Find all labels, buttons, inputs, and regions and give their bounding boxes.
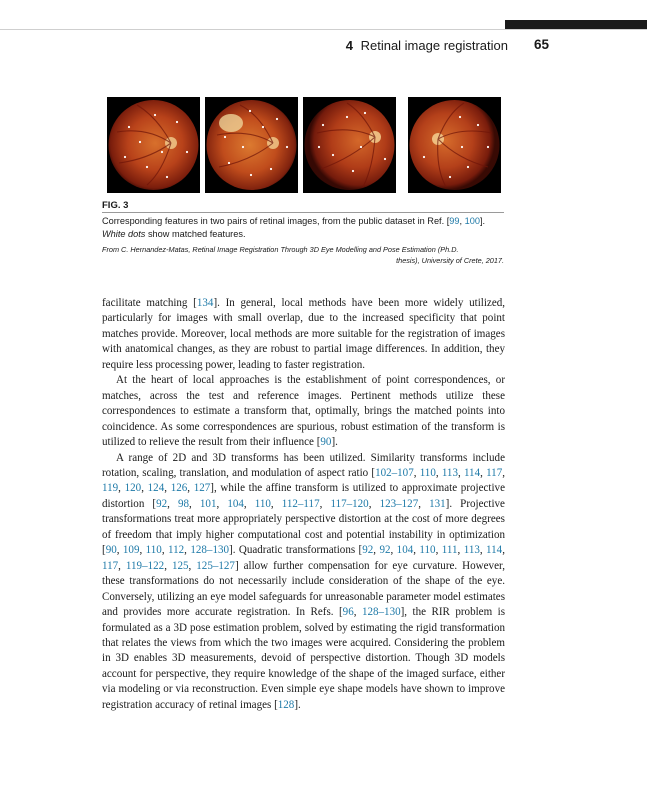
reference-link[interactable]: 92 bbox=[379, 544, 391, 557]
caption-text: Corresponding features in two pairs of retinal images, from the public dataset in Ref. [ bbox=[102, 216, 450, 226]
retina-image-4 bbox=[408, 97, 501, 193]
reference-link[interactable]: 113 bbox=[463, 544, 480, 557]
body-text-run: A range of 2D and 3D transforms has been utilized. Similarity transforms include rotation, scaling, translation, and modulation of aspect ratio [ bbox=[102, 451, 505, 479]
reference-link[interactable]: 96 bbox=[342, 606, 354, 619]
reference-link[interactable]: 128–130 bbox=[361, 606, 401, 619]
reference-link[interactable]: 109 bbox=[122, 544, 140, 557]
reference-link[interactable]: 117 bbox=[486, 466, 503, 479]
body-text-run: , bbox=[216, 497, 228, 510]
retina-image-3 bbox=[303, 97, 396, 193]
credit-line: From C. Hernandez-Matas, Retinal Image Registration Through 3D Eye Modelling and Pose Estimation (Ph.D. bbox=[102, 245, 459, 254]
paragraph bbox=[102, 451, 505, 714]
body-text-run: , bbox=[368, 497, 380, 510]
reference-link[interactable]: 112–117 bbox=[281, 497, 320, 510]
body-text-run: , bbox=[243, 497, 255, 510]
body-text-run: , bbox=[435, 544, 442, 557]
caption-emphasis: White dots bbox=[102, 229, 146, 239]
body-text-run: , bbox=[418, 497, 430, 510]
caption-text: show matched features. bbox=[145, 229, 246, 239]
body-text-run: , bbox=[353, 606, 362, 619]
body-text-run: , bbox=[270, 497, 282, 510]
body-text-run: ]. Projective transformations treat more appropriately perspective distortion at the cost of more degrees of freedom that imply higher computational cost and potential instability in optimization [ bbox=[102, 497, 505, 557]
chapter-title: Retinal image registration bbox=[360, 38, 508, 53]
body-text-run: , bbox=[116, 544, 123, 557]
reference-link[interactable]: 120 bbox=[124, 482, 142, 495]
reference-link[interactable]: 100 bbox=[464, 216, 480, 226]
reference-link[interactable]: 127 bbox=[193, 482, 211, 495]
body-text-run: , bbox=[502, 466, 505, 479]
running-head bbox=[346, 38, 508, 53]
reference-link[interactable]: 99 bbox=[449, 216, 460, 226]
caption-rule bbox=[102, 212, 504, 213]
reference-link[interactable]: 114 bbox=[463, 466, 481, 479]
body-text-run: ], while the affine transform is utilized to approximate projective distortion [ bbox=[102, 482, 505, 510]
reference-link[interactable]: 90 bbox=[320, 436, 332, 449]
body-text-run: ] allow further compensation for eye curvature. However, these transformations do not necessarily include consideration of the shape of the eye. Conversely, utilizing an eye model safeguards for unreasonable parameter model estimates and provides more accurate registration. In Refs. [ bbox=[102, 559, 505, 619]
reference-link[interactable]: 126 bbox=[170, 482, 188, 495]
reference-link[interactable]: 90 bbox=[105, 544, 117, 557]
figure-credit bbox=[102, 244, 504, 266]
reference-link[interactable]: 102–107 bbox=[375, 466, 414, 479]
reference-link[interactable]: 125–127 bbox=[196, 559, 235, 572]
credit-line: thesis), University of Crete, 2017. bbox=[396, 256, 504, 265]
reference-link[interactable]: 104 bbox=[396, 544, 414, 557]
reference-link[interactable]: 131 bbox=[429, 497, 446, 510]
reference-link[interactable]: 98 bbox=[178, 497, 190, 510]
body-text-run: , bbox=[435, 466, 442, 479]
body-text-run: , bbox=[457, 544, 464, 557]
reference-link[interactable]: 117–120 bbox=[330, 497, 369, 510]
reference-link[interactable]: 117 bbox=[102, 559, 119, 572]
reference-link[interactable]: 119–122 bbox=[125, 559, 165, 572]
body-text-run: facilitate matching [ bbox=[102, 297, 197, 309]
figure-caption bbox=[102, 215, 506, 241]
reference-link[interactable]: 134 bbox=[196, 297, 214, 309]
header-bar bbox=[505, 20, 647, 29]
body-text-run: , bbox=[480, 466, 487, 479]
body-text-run: , bbox=[184, 544, 191, 557]
reference-link[interactable]: 128–130 bbox=[190, 544, 230, 557]
reference-link[interactable]: 111 bbox=[441, 544, 458, 557]
reference-link[interactable]: 125 bbox=[171, 559, 189, 572]
reference-link[interactable]: 114 bbox=[486, 544, 503, 557]
reference-link[interactable]: 113 bbox=[441, 466, 458, 479]
reference-link[interactable]: 92 bbox=[362, 544, 374, 557]
reference-link[interactable]: 112 bbox=[168, 544, 185, 557]
paragraph bbox=[102, 373, 505, 450]
body-text bbox=[102, 296, 505, 713]
retina-image-1 bbox=[107, 97, 200, 193]
reference-link[interactable]: 101 bbox=[199, 497, 217, 510]
body-text-run: , bbox=[319, 497, 331, 510]
reference-link[interactable]: 104 bbox=[227, 497, 244, 510]
body-text-run: , bbox=[164, 482, 171, 495]
body-text-run: , bbox=[457, 466, 464, 479]
body-text-run: , bbox=[188, 559, 197, 572]
figure-label: FIG. 3 bbox=[102, 200, 129, 211]
reference-link[interactable]: 110 bbox=[145, 544, 162, 557]
body-text-run: ]. In general, local methods have been more widely utilized, particularly for images with small overlap, due to the increased specificity that point matches provide. Moreover, local methods are more suitable for the registration of images with anatomical changes, as they are robust to partial image differences. In addition, they require less processing power, leading to faster registration. bbox=[102, 297, 506, 371]
body-text-run: , bbox=[373, 544, 380, 557]
body-text-run: , bbox=[502, 544, 505, 557]
header-rule bbox=[0, 29, 647, 30]
reference-link[interactable]: 110 bbox=[419, 544, 436, 557]
body-text-run: , bbox=[118, 482, 125, 495]
body-text-run: , bbox=[167, 497, 178, 510]
caption-text: ]. bbox=[479, 216, 486, 226]
page-number: 65 bbox=[534, 37, 550, 52]
retina-image-2 bbox=[205, 97, 298, 193]
reference-link[interactable]: 123–127 bbox=[379, 497, 419, 510]
reference-link[interactable]: 110 bbox=[254, 497, 271, 510]
body-text-run: , bbox=[413, 544, 420, 557]
body-text-run: , bbox=[187, 482, 194, 495]
body-text-run: ], the RIR problem is formulated as a 3D pose estimation problem, solved by estimating the rigid transformation that relates the views from which the two images were acquired. Considering the problem in 3D enables 3D measurements, devoid of perspective distortion. Though 3D models account for perspective, they require knowledge of the shape of the imaged surface, either via modeling or via reconstruction. Even simple eye shape models have shown to improve registration accuracy of retinal images [ bbox=[102, 606, 505, 711]
body-text-run: , bbox=[118, 559, 126, 572]
body-text-run: , bbox=[161, 544, 168, 557]
body-text-run: , bbox=[413, 466, 420, 479]
body-text-run: , bbox=[141, 482, 148, 495]
body-text-run: , bbox=[189, 497, 200, 510]
body-text-run: ]. Quadratic transformations [ bbox=[229, 544, 363, 557]
body-text-run: , bbox=[479, 544, 487, 557]
reference-link[interactable]: 92 bbox=[156, 497, 168, 510]
body-text-run: , bbox=[390, 544, 397, 557]
caption-text: , bbox=[459, 216, 465, 226]
body-text-run: , bbox=[139, 544, 146, 557]
body-text-run: , bbox=[164, 559, 172, 572]
reference-link[interactable]: 119 bbox=[102, 482, 119, 495]
body-text-run: ]. bbox=[331, 436, 338, 449]
paragraph bbox=[102, 296, 505, 373]
reference-link[interactable]: 110 bbox=[419, 466, 436, 479]
body-text-run: ]. bbox=[294, 698, 301, 711]
body-text-run: At the heart of local approaches is the establishment of point correspondences, or matches, across the test and reference images. Pertinent methods utilize these correspondences to estimate a transform that, optimally, brings the matched points into coincidence. As some correspondences are spurious, robust estimation of the transform is utilized to relieve the result from their influence [ bbox=[102, 374, 505, 449]
reference-link[interactable]: 124 bbox=[147, 482, 165, 495]
chapter-number: 4 bbox=[345, 38, 353, 53]
reference-link[interactable]: 128 bbox=[277, 698, 295, 711]
